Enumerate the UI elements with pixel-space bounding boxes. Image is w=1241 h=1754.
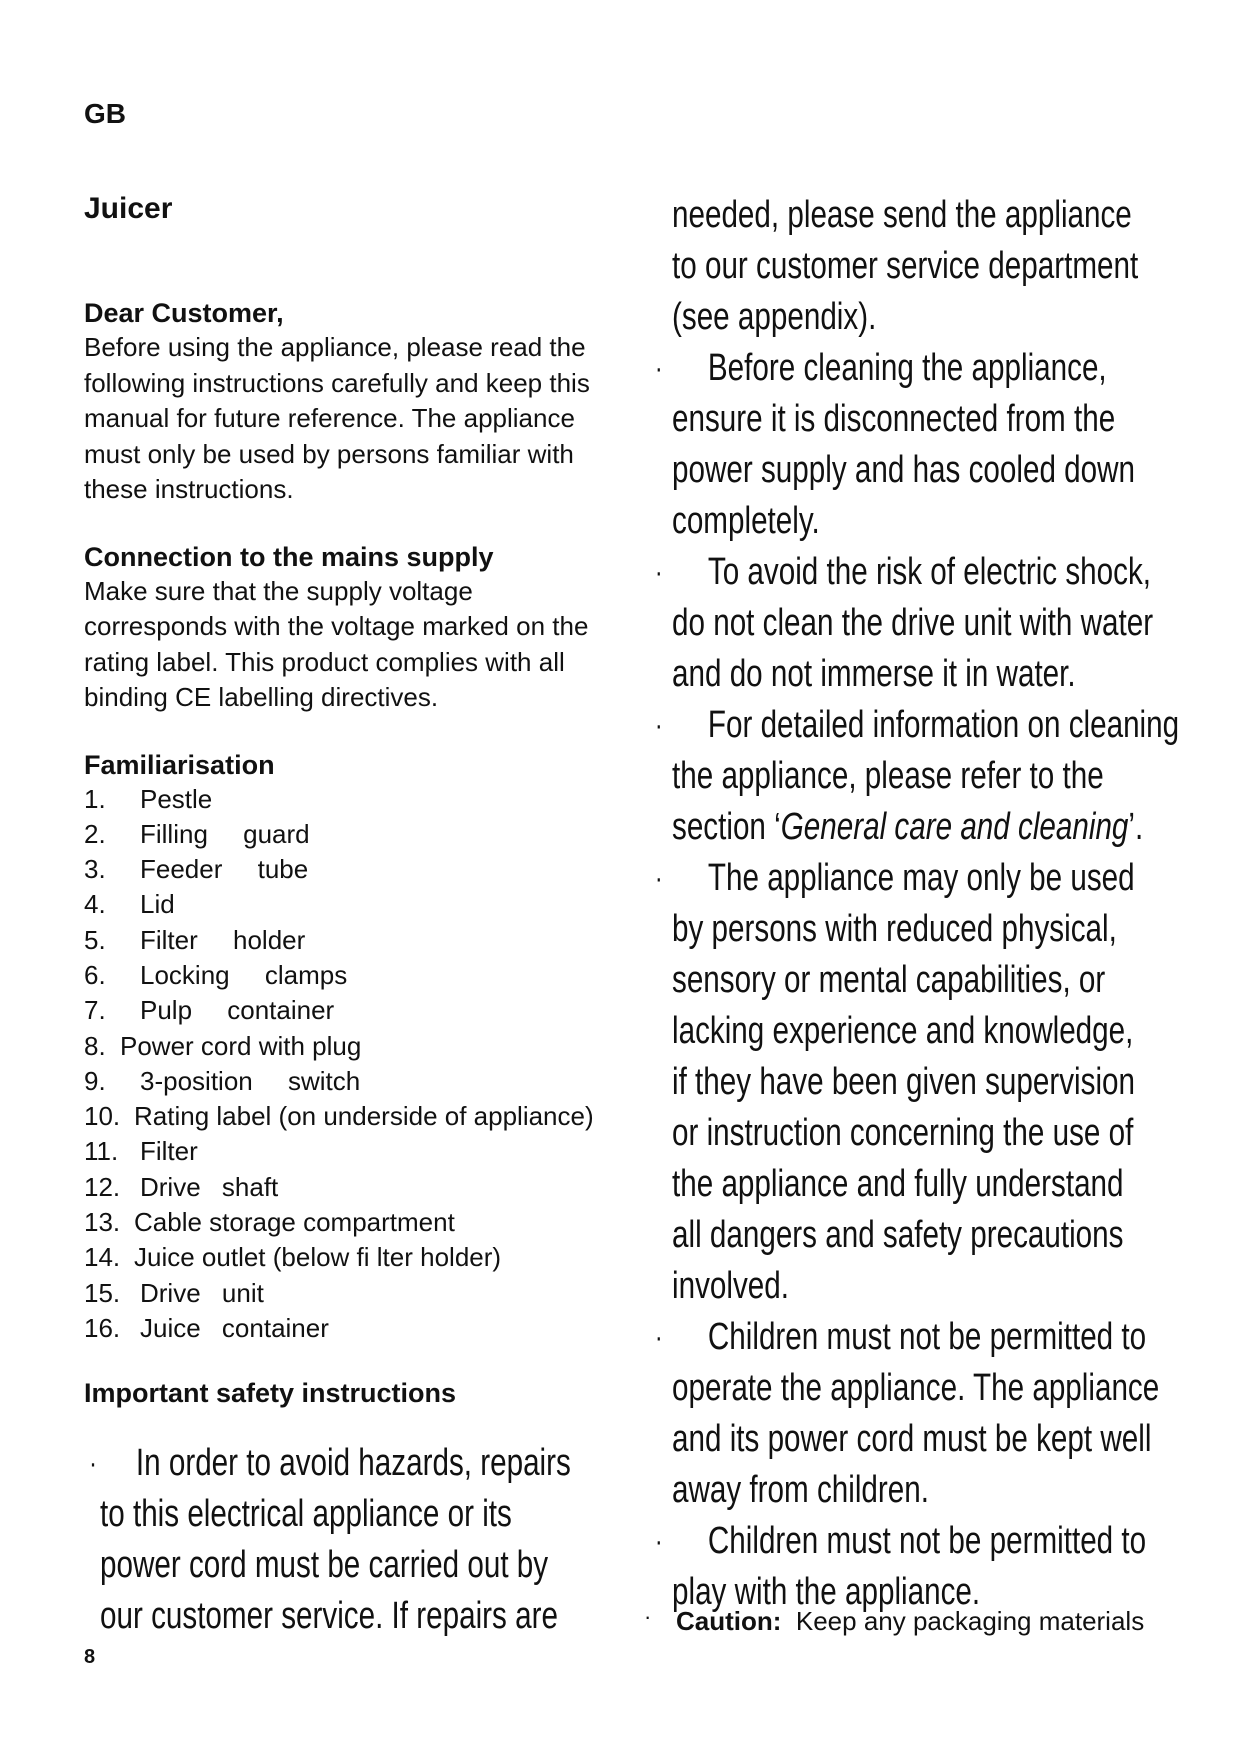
- section-reference: General care and cleaning: [780, 806, 1129, 848]
- list-item: 12. Drive shaft: [84, 1171, 279, 1202]
- mains-paragraph: Make sure that the supply voltage corresponds with the voltage marked on the rating label. This product complies with all binding CE labelling directives.: [84, 575, 589, 712]
- caution-bullet: ·: [644, 1604, 652, 1629]
- intro-paragraph: Before using the appliance, please read the following instructions carefully and keep this manual for future reference. The appliance must only be used by persons familiar with these instructions.: [84, 332, 590, 504]
- caution-label: Caution:: [676, 1606, 782, 1636]
- mains-heading: Connection to the mains supply: [84, 541, 494, 572]
- caution-text: Keep any packaging materials: [795, 1606, 1145, 1636]
- list-item: 4. Lid: [84, 889, 175, 920]
- list-item: 7. Pulp container: [84, 995, 335, 1026]
- list-item: 1. Pestle: [84, 783, 213, 814]
- list-item: 2. Filling guard: [84, 818, 310, 849]
- intro-heading: Dear Customer,: [84, 298, 284, 328]
- list-item: 8. Power cord with plug: [84, 1030, 362, 1061]
- country-code: GB: [84, 98, 126, 129]
- list-item: 3. Feeder tube: [84, 854, 309, 885]
- safety-bullet-reduced-capabilities: · The appliance may only be used: [654, 857, 1135, 899]
- safety-heading: Important safety instructions: [84, 1378, 457, 1409]
- list-item: 11. Filter: [84, 1136, 198, 1167]
- list-item: 10. Rating label (on underside of appliance): [84, 1101, 594, 1132]
- caution-line: [676, 1606, 1144, 1637]
- safety-bullet-cleaning: · Before cleaning the appliance,: [654, 347, 1107, 389]
- page-number: 8: [84, 1646, 96, 1668]
- list-item: 14. Juice outlet (below fi lter holder): [84, 1242, 502, 1273]
- parts-list: [84, 782, 604, 1347]
- left-column: [84, 296, 604, 1410]
- safety-bullet-electric-shock: · To avoid the risk of electric shock,: [654, 551, 1152, 593]
- list-item: 5. Filter holder: [84, 924, 306, 955]
- list-item: 6. Locking clamps: [84, 959, 348, 990]
- list-item: 15. Drive unit: [84, 1277, 264, 1308]
- list-item: 9. 3-position switch: [84, 1065, 361, 1096]
- right-column: needed, please send the appliance to our customer service department (see appendix). · Before cleaning the appliance, ensure it is disconnected from the power supply and has cooled down completely. · To avoid the risk of electric shock, do not clean the drive unit with water and do not immerse it in water. · For detailed information on cleaning the appliance, please refer to the section ‘General care and cleaning’. · The appliance may only be used by persons with reduced physical, sensory or mental capabilities, or lacking experience and knowledge, if they have been given supervision or instruction concerning the use of the appliance and fully understand all dangers and safety precautions involved. · Children must not be permitted to operate the appliance. The appliance and its power cord must be kept well away from children. · Children must not be permitted to play with the appliance.: [654, 194, 1180, 1613]
- list-item: 13. Cable storage compartment: [84, 1207, 455, 1238]
- page-title: Juicer: [84, 192, 173, 225]
- safety-bullet-children-play: · Children must not be permitted to: [654, 1520, 1147, 1562]
- safety-bullet-cleaning-info: · For detailed information on cleaning: [654, 704, 1180, 746]
- safety-bullet-children-operate: · Children must not be permitted to: [654, 1316, 1147, 1358]
- safety-bullet-repairs: · In order to avoid hazards, repairs to this electrical appliance or its power cord must be carried out by our customer service. If repairs are: [89, 1442, 571, 1637]
- familiarisation-heading: Familiarisation: [84, 749, 275, 780]
- list-item: 16. Juice container: [84, 1312, 329, 1343]
